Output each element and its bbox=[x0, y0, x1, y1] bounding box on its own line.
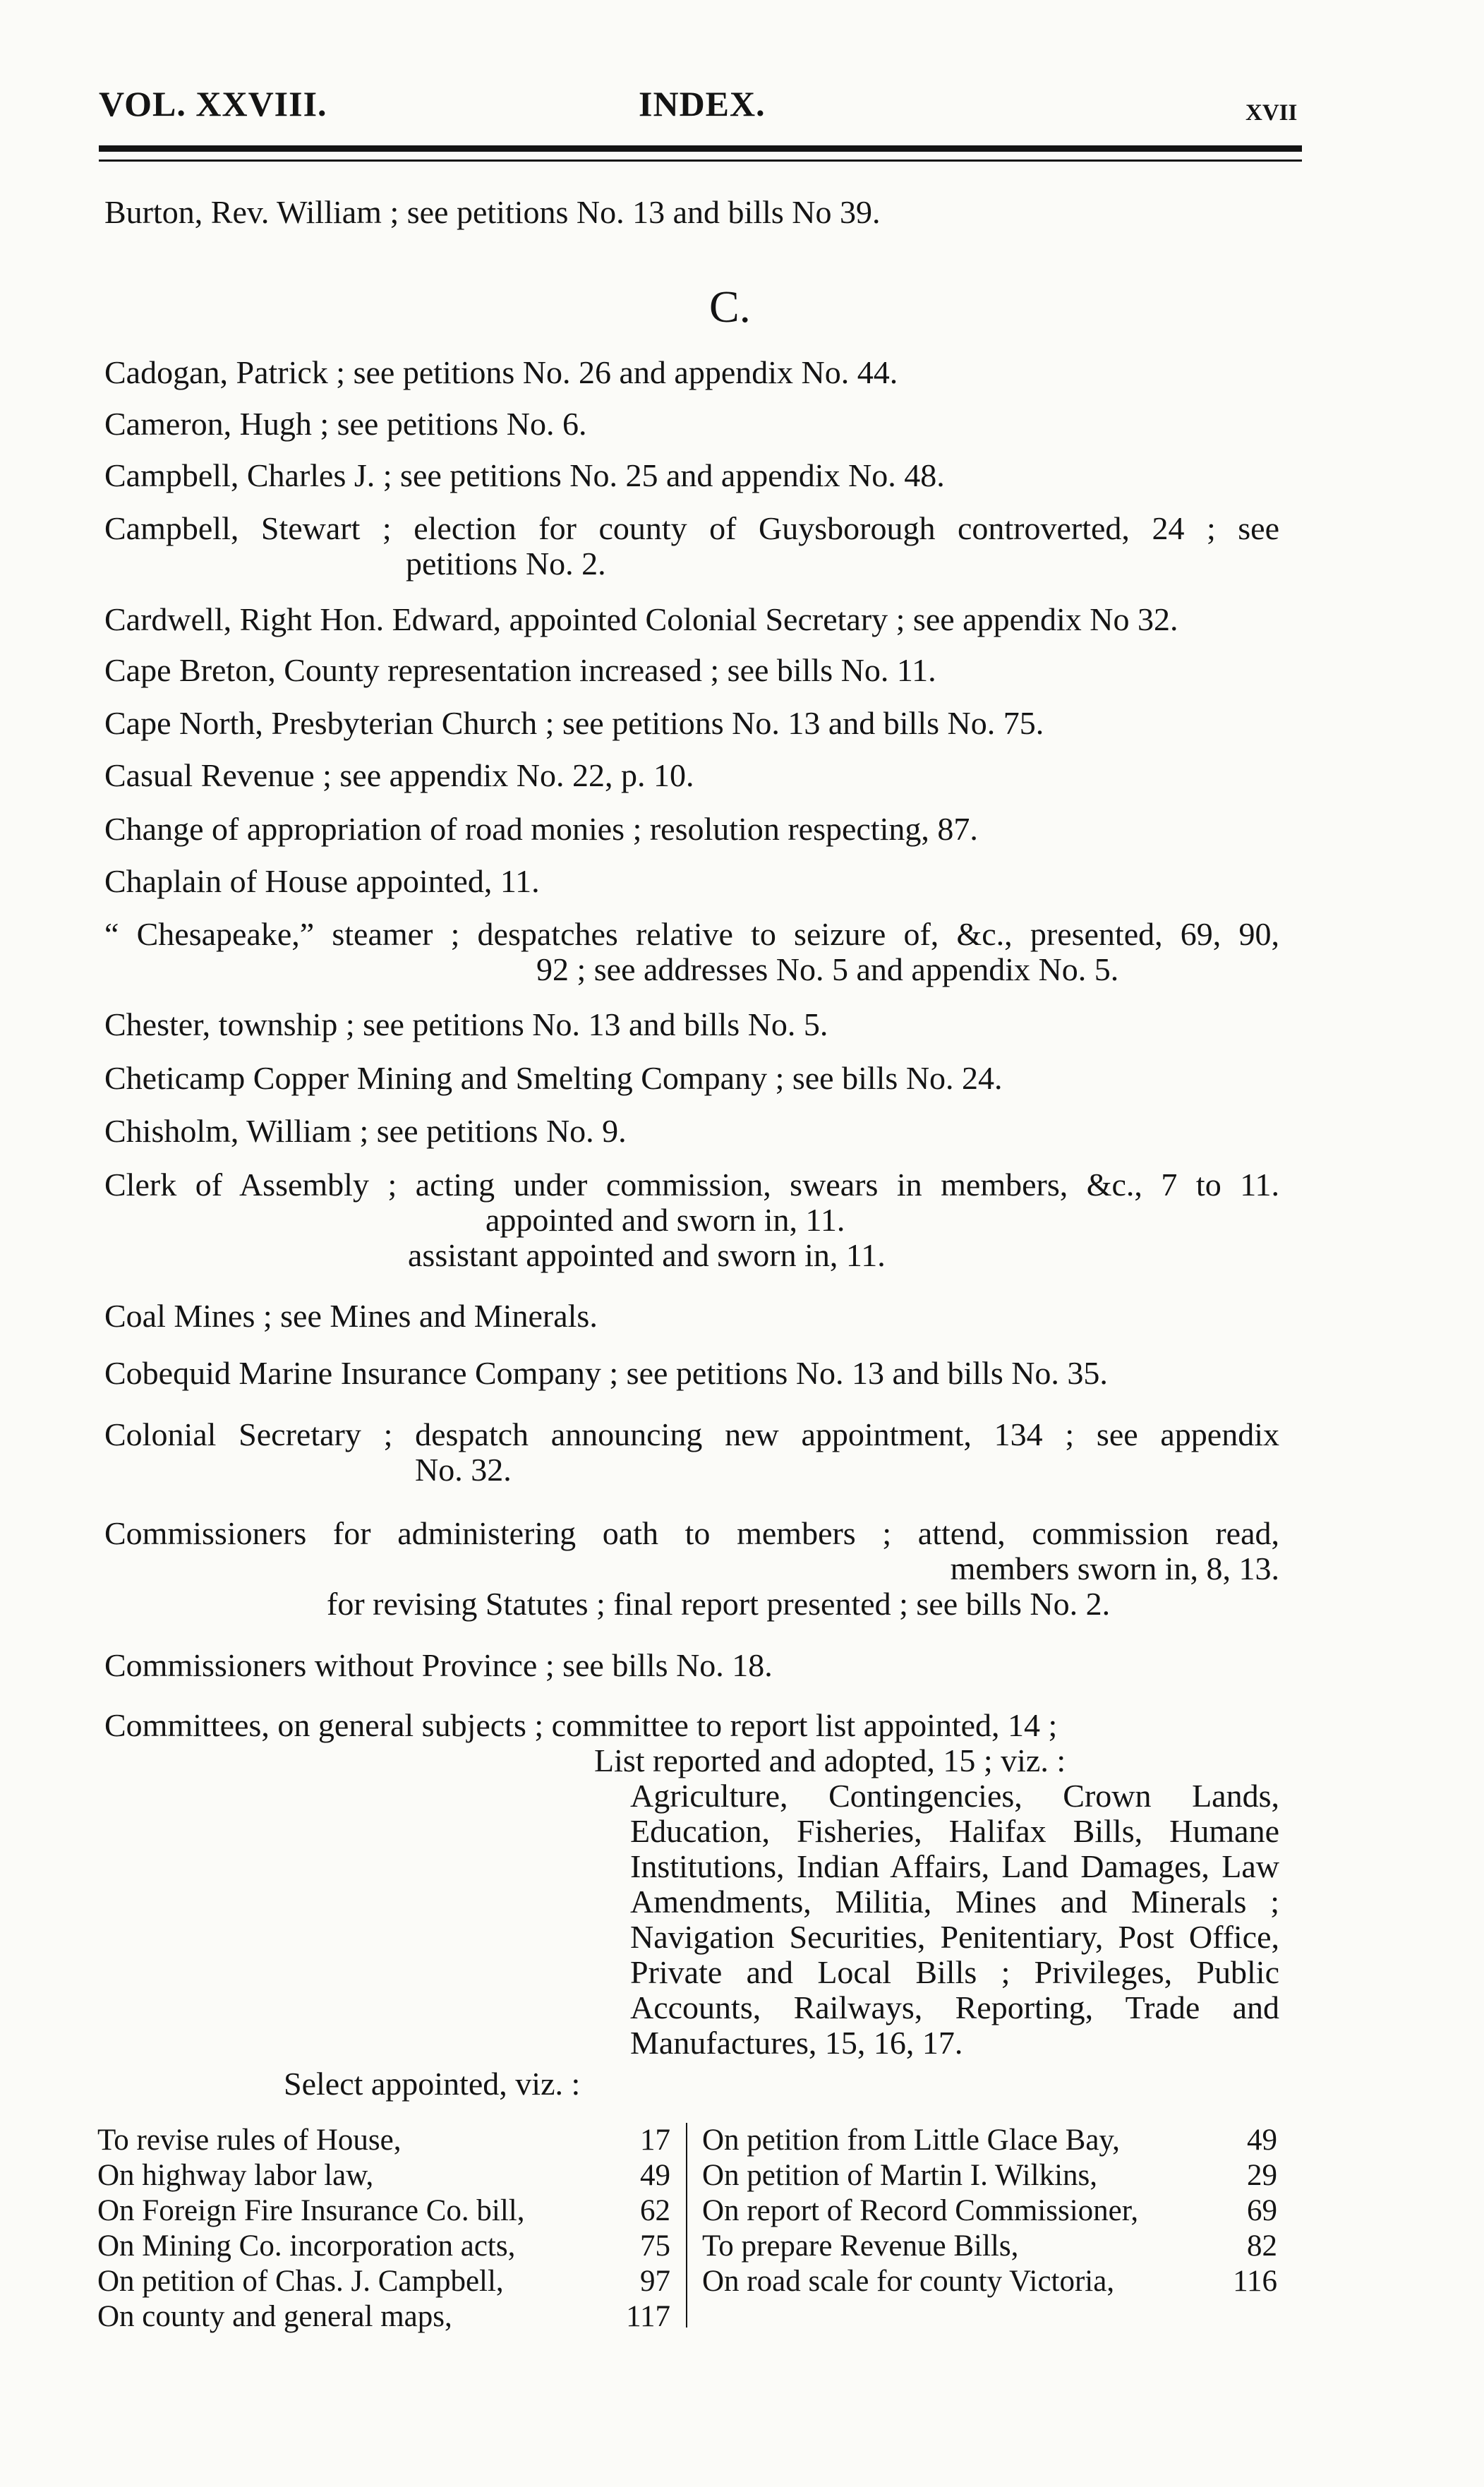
select-committee-label: On county and general maps, bbox=[97, 2300, 452, 2333]
entry-commissioners-without: Commissioners without Province ; see bills No. 18. bbox=[104, 1647, 773, 1683]
select-committee-page: 69 bbox=[1247, 2194, 1277, 2227]
entry-chesapeake-cont: 92 ; see addresses No. 5 and appendix No. 5. bbox=[536, 951, 1119, 987]
entry-colonial-secretary: Colonial Secretary ; despatch announcing new appointment, 134 ; see appendix bbox=[104, 1416, 1279, 1452]
entry-committees-list-reported: List reported and adopted, 15 ; viz. : bbox=[594, 1742, 1066, 1778]
entry-select-appointed: Select appointed, viz. : bbox=[284, 2066, 581, 2102]
entry-campbell-charles: Campbell, Charles J. ; see petitions No. 25 and appendix No. 48. bbox=[104, 457, 945, 493]
entry-campbell-stewart-cont: petitions No. 2. bbox=[406, 546, 606, 582]
page-number: XVII bbox=[1245, 100, 1298, 126]
entry-burton: Burton, Rev. William ; see petitions No. 13 and bills No 39. bbox=[104, 194, 881, 230]
select-committee-page: 75 bbox=[640, 2229, 670, 2263]
entry-cameron: Cameron, Hugh ; see petitions No. 6. bbox=[104, 406, 587, 442]
entry-chester: Chester, township ; see petitions No. 13 and bills No. 5. bbox=[104, 1006, 828, 1042]
entry-clerk-assistant: assistant appointed and sworn in, 11. bbox=[408, 1237, 886, 1273]
entry-commissioners-statutes: for revising Statutes ; final report presented ; see bills No. 2. bbox=[327, 1586, 1111, 1622]
volume-label: VOL. XXVIII. bbox=[99, 84, 327, 124]
select-committee-label: On highway labor law, bbox=[97, 2159, 374, 2192]
entry-cape-north: Cape North, Presbyterian Church ; see petitions No. 13 and bills No. 75. bbox=[104, 705, 1044, 741]
select-committee-label: To prepare Revenue Bills, bbox=[702, 2229, 1019, 2263]
page-title: INDEX. bbox=[639, 84, 766, 124]
select-committee-label: On Foreign Fire Insurance Co. bill, bbox=[97, 2194, 525, 2227]
select-committee-label: On road scale for county Victoria, bbox=[702, 2265, 1115, 2298]
entry-chaplain: Chaplain of House appointed, 11. bbox=[104, 863, 540, 899]
select-committee-label: To revise rules of House, bbox=[97, 2124, 402, 2157]
select-committee-page: 49 bbox=[640, 2159, 670, 2192]
entry-cobequid: Cobequid Marine Insurance Company ; see petitions No. 13 and bills No. 35. bbox=[104, 1355, 1108, 1391]
select-committee-page: 117 bbox=[626, 2300, 670, 2333]
entry-campbell-stewart: Campbell, Stewart ; election for county of Guysborough controverted, 24 ; see bbox=[104, 510, 1279, 546]
select-committee-label: On petition from Little Glace Bay, bbox=[702, 2124, 1120, 2157]
select-committee-page: 97 bbox=[640, 2265, 670, 2298]
entry-chisholm: Chisholm, William ; see petitions No. 9. bbox=[104, 1113, 627, 1149]
entry-commissioners-sworn: members sworn in, 8, 13. bbox=[950, 1550, 1279, 1586]
entry-commissioners: Commissioners for administering oath to members ; attend, commission read, bbox=[104, 1515, 1279, 1551]
select-committee-label: On Mining Co. incorporation acts, bbox=[97, 2229, 516, 2263]
entry-chesapeake: “ Chesapeake,” steamer ; despatches relative to seizure of, &c., presented, 69, 90, bbox=[104, 916, 1279, 952]
entry-committees: Committees, on general subjects ; committee to report list appointed, 14 ; bbox=[104, 1707, 1058, 1743]
select-committee-label: On petition of Chas. J. Campbell, bbox=[97, 2265, 504, 2298]
entry-cape-breton: Cape Breton, County representation increased ; see bills No. 11. bbox=[104, 652, 936, 688]
entry-change-appropriation: Change of appropriation of road monies ; resolution respecting, 87. bbox=[104, 811, 978, 847]
entry-clerk-appointed: appointed and sworn in, 11. bbox=[485, 1202, 845, 1238]
select-committee-label: On petition of Martin I. Wilkins, bbox=[702, 2159, 1098, 2192]
column-divider bbox=[686, 2123, 687, 2328]
header-rule-thick bbox=[99, 145, 1302, 152]
select-committee-page: 62 bbox=[640, 2194, 670, 2227]
entry-coal-mines: Coal Mines ; see Mines and Minerals. bbox=[104, 1298, 598, 1334]
select-committee-page: 29 bbox=[1247, 2159, 1277, 2192]
select-committee-page: 116 bbox=[1233, 2265, 1277, 2298]
entry-casual-revenue: Casual Revenue ; see appendix No. 22, p. 10. bbox=[104, 757, 694, 793]
select-committee-page: 82 bbox=[1247, 2229, 1277, 2263]
entry-committees-list: Agriculture, Contingencies, Crown Lands, Education, Fisheries, Halifax Bills, Humane Institutions, Indian Affairs, Land Damages, Law Amendments, Militia, Mines and Minerals ; Navigation Securities, Penitentiary, Post Office, Private and Local Bills ; Privileges, Public Accounts, Railways, Reporting, Trade and Manufactures, 15, 16, 17. bbox=[630, 1778, 1279, 2061]
section-letter: C. bbox=[709, 282, 751, 332]
entry-clerk-of-assembly: Clerk of Assembly ; acting under commission, swears in members, &c., 7 to 11. bbox=[104, 1167, 1279, 1203]
select-committee-page: 17 bbox=[640, 2124, 670, 2157]
entry-cardwell: Cardwell, Right Hon. Edward, appointed Colonial Secretary ; see appendix No 32. bbox=[104, 601, 1178, 637]
select-committee-page: 49 bbox=[1247, 2124, 1277, 2157]
entry-colonial-secretary-cont: No. 32. bbox=[415, 1452, 512, 1488]
entry-cheticamp: Cheticamp Copper Mining and Smelting Company ; see bills No. 24. bbox=[104, 1060, 1003, 1096]
select-committee-label: On report of Record Commissioner, bbox=[702, 2194, 1139, 2227]
header-rule-thin bbox=[99, 159, 1302, 162]
entry-cadogan: Cadogan, Patrick ; see petitions No. 26 and appendix No. 44. bbox=[104, 354, 898, 390]
